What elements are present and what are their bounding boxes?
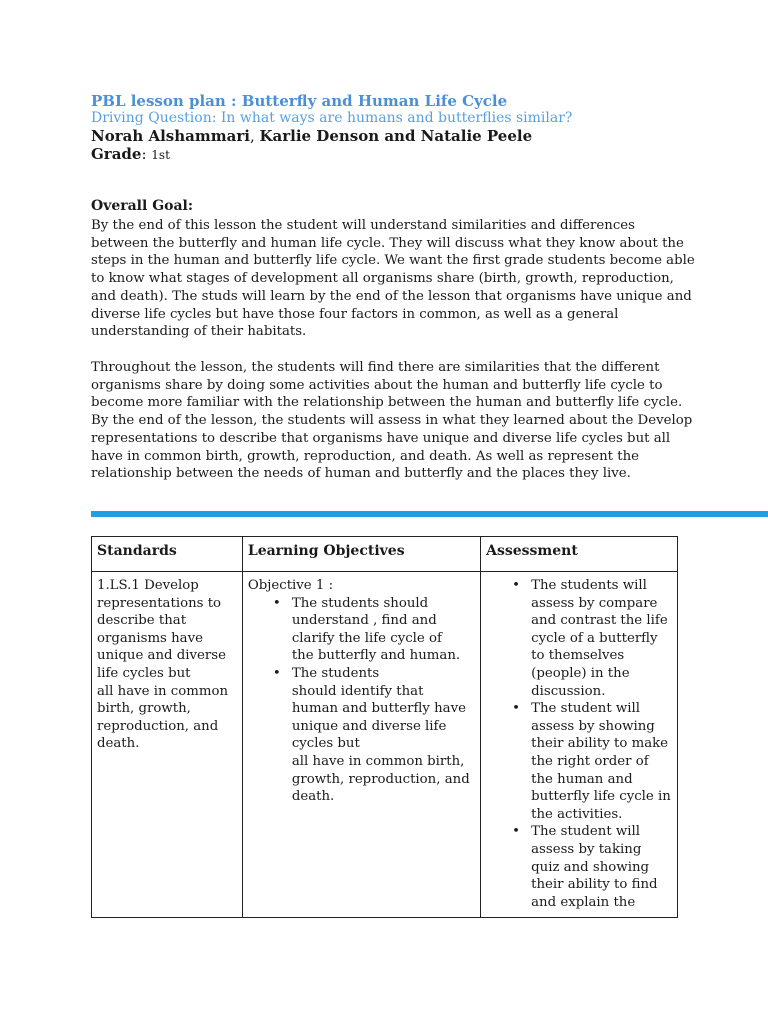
- cell-line: • The student will: [531, 824, 641, 840]
- paragraph-line: between the butterfly and human life cycle. They will discuss what they know about the: [91, 235, 684, 251]
- table-header-row: [92, 537, 678, 572]
- list-item: [486, 577, 672, 700]
- cell-line: the activities.: [531, 806, 623, 822]
- driving-question: Driving Question: In what ways are humans and butterflies similar?: [91, 110, 573, 126]
- cell-line: 1.LS.1 Develop: [97, 578, 199, 593]
- paragraph-line: and death). The studs will learn by the end of the lesson that organisms have unique and: [91, 288, 692, 304]
- cell-line: death.: [291, 789, 335, 805]
- paragraph-line: become more familiar with the relationship between the human and butterfly life cycle.: [91, 395, 683, 411]
- cell-line: understand , find and: [291, 613, 437, 629]
- paragraph-line: diverse life cycles but have those four factors in common, as well as a general: [91, 306, 619, 322]
- cell-line: butterfly life cycle in: [531, 789, 671, 805]
- cell-line: assess by compare: [531, 595, 658, 611]
- paragraph-line: to know what stages of development all organisms share (birth, growth, reproduction,: [91, 271, 674, 287]
- paragraph-line: understanding of their habitats.: [91, 324, 307, 340]
- cell-line: (people) in the: [531, 665, 630, 681]
- cell-line: birth, growth,: [97, 701, 191, 717]
- cell-line: their ability to find: [531, 877, 658, 893]
- cell-line: all have in common: [97, 683, 229, 699]
- cell-line: cycles but: [291, 736, 360, 752]
- paragraph-line: Throughout the lesson, the students will find there are similarities that the different: [91, 360, 660, 375]
- cell-line: assess by taking: [531, 841, 642, 857]
- cell-line: life cycles but: [97, 665, 191, 681]
- table-row: [92, 572, 678, 918]
- grade-value: 1st: [151, 148, 170, 162]
- cell-line: and contrast the life: [531, 613, 668, 629]
- cell-line: the butterfly and human.: [291, 648, 461, 664]
- cell-line: clarify the life cycle of: [291, 630, 442, 646]
- list-item: [486, 700, 672, 823]
- cell-line: growth, reproduction, and: [291, 771, 470, 787]
- paragraph-line: representations to describe that organisms have unique and diverse life cycles but all: [91, 430, 671, 446]
- cell-line: their ability to make: [531, 736, 669, 752]
- paragraph-line: steps in the human and butterfly life cycle. We want the first grade students become able: [91, 253, 695, 269]
- cell-line: • The students will: [531, 578, 647, 593]
- paragraph-line: By the end of the lesson, the students will assess in what they learned about the Develop: [91, 413, 693, 429]
- list-item: [248, 665, 475, 806]
- cell-line: cycle of a butterfly: [531, 630, 658, 646]
- cell-line: • The students should: [291, 595, 429, 611]
- grade-line: [91, 145, 170, 163]
- cell-line: should identify that: [291, 683, 424, 699]
- paragraph-line: By the end of this lesson the student will understand similarities and differences: [91, 218, 635, 233]
- header-learning-objectives: Learning Objectives: [242, 537, 480, 572]
- overall-goal-heading: Overall Goal:: [91, 198, 194, 214]
- objective-label: Objective 1 :: [247, 578, 334, 593]
- goal-paragraph-1: [91, 217, 695, 341]
- cell-line: human and butterfly have: [291, 701, 466, 717]
- grade-label: Grade: [91, 145, 142, 163]
- header-standards: Standards: [92, 537, 243, 572]
- list-item: [486, 823, 672, 911]
- cell-line: death.: [97, 736, 140, 752]
- cell-line: all have in common birth,: [291, 753, 465, 769]
- cell-line: the right order of: [531, 753, 649, 769]
- cell-line: • The student will: [531, 701, 641, 717]
- standards-cell: [92, 572, 243, 918]
- cell-line: to themselves: [531, 648, 625, 664]
- section-divider-bar: [91, 511, 768, 517]
- cell-line: and explain the: [531, 894, 636, 910]
- cell-line: • The students: [291, 665, 380, 681]
- grade-colon: :: [141, 145, 152, 163]
- author-separator: ,: [249, 127, 260, 145]
- header-assessment: Assessment: [481, 537, 678, 572]
- authors-line: [91, 127, 532, 145]
- author-name: Norah Alshammari: [91, 127, 250, 145]
- assessment-cell: [481, 572, 678, 918]
- list-item: [248, 595, 475, 665]
- cell-line: representations to: [97, 595, 222, 611]
- author-names: Karlie Denson and Natalie Peele: [259, 127, 533, 145]
- cell-line: the human and: [531, 771, 633, 787]
- cell-line: unique and diverse life: [291, 718, 447, 734]
- cell-line: describe that: [97, 613, 187, 629]
- objectives-cell: [242, 572, 480, 918]
- paragraph-line: have in common birth, growth, reproduction, and death. As well as represent the: [91, 448, 640, 464]
- cell-line: discussion.: [531, 683, 606, 699]
- objectives-list: [248, 595, 475, 806]
- cell-line: quiz and showing: [531, 859, 650, 875]
- paragraph-line: organisms share by doing some activities about the human and butterfly life cycle to: [91, 377, 663, 393]
- cell-line: reproduction, and: [97, 718, 219, 734]
- paragraph-line: relationship between the needs of human and butterfly and the places they live.: [91, 466, 631, 482]
- cell-line: organisms have: [97, 630, 203, 646]
- lesson-plan-table: [91, 536, 678, 918]
- lesson-title: PBL lesson plan : Butterfly and Human Life Cycle: [91, 92, 508, 110]
- assessment-list: [486, 577, 672, 911]
- goal-paragraph-2: [91, 359, 691, 483]
- cell-line: assess by showing: [531, 718, 655, 734]
- cell-line: unique and diverse: [97, 648, 226, 664]
